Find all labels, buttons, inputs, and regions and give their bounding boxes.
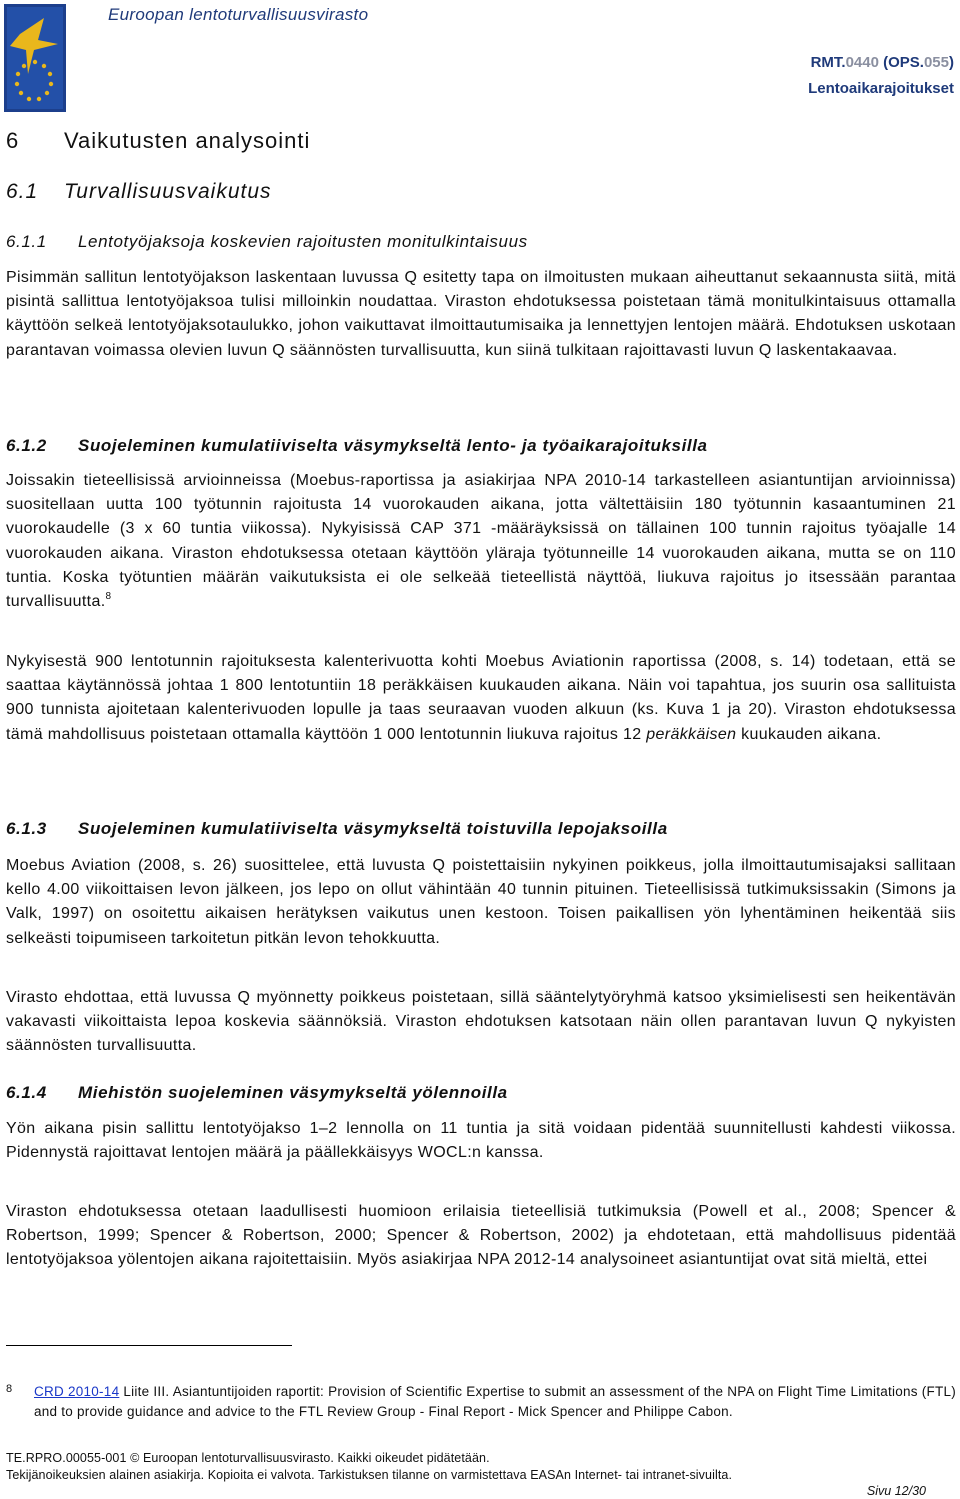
paragraph-6-1-4-a: Yön aikana pisin sallittu lentotyöjakso 1–2 lennolla on 11 tuntia ja sitä voidaan pidentää suunnitellusti kahdesti viikossa. Pidennystä rajoittavat lentojen määrä ja päällekkäisyys WOCL:n kanssa. <box>6 1120 956 1162</box>
easa-logo <box>4 4 66 112</box>
section-heading-6-1-2: 6.1.2 Suojeleminen kumulatiiviselta väsymykseltä lento- ja työaikarajoituksilla <box>6 436 708 455</box>
doc-subject: Lentoaikarajoitukset <box>808 80 954 97</box>
footnote-8: 8 CRD 2010-14 Liite III. Asiantuntijoiden raportit: Provision of Scientific Expertise to submit an assessment of the NPA on Flight Time Limitations (FTL) and to provide guidance and advice to the FTL Review Group - Final Report - Mick Spencer and Philippe Cabon. <box>6 1382 956 1421</box>
paragraph-6-1-3-a: Moebus Aviation (2008, s. 26) suosittelee, että luvusta Q poistettaisiin nykyinen poikkeus, jolla ilmoittautumisajaksi sallitaan kello 4.00 viikoittaisen levon jälkeen, jos lepo on ollut vähintään 40 tunnin pituinen. Tieteellisissä tutkimuksissakin (Simons ja Valk, 1997) on osoitettu aikaisen herätyksen vaikutus unen kestoon. Toisen paikallisen yön lyhentäminen heikentää siis selkeästi toipumiseen tarkoitetun pitkän levon tehokkuutta. <box>6 857 956 947</box>
document-control-line: Tekijänoikeuksien alainen asiakirja. Kopioita ei valvota. Tarkistuksen tilanne on varmistettava EASAn Internet- tai intranet-sivuilta. <box>6 1468 733 1482</box>
document-reference <box>808 50 954 102</box>
paragraph-6-1-4-b: Viraston ehdotuksessa otetaan laadullisesti huomioon erilaisia tieteellisiä tutkimuksia (Powell et al., 2008; Spencer & Robertson, 1999; Spencer & Robertson, 2000; Spencer & Robertson, 2002) ja ehdotetaan, että mahdollisuus pidentää lentotyöjaksoa yölentojen aikana rajoitettaisiin. Myös asiakirjaa NPA 2012-14 analysoineet asiantuntijat ovat sitä mieltä, ettei <box>6 1203 956 1269</box>
footnote-number: 8 <box>6 1383 13 1395</box>
section-heading-6-1: 6.1 Turvallisuusvaikutus <box>6 180 272 203</box>
paragraph-6-1-2-b: Nykyisestä 900 lentotunnin rajoituksesta kalenterivuotta kohti Moebus Aviationin raportissa (2008, s. 14) todetaan, että se saattaa käytännössä johtaa 1 800 lentotuntiin 18 peräkkäisen kuukauden aikana. Näin voi tapahtua, jos suurin osa sallituista 900 tunnista ajoitetaan kalenterivuoden lopulle ja taas seuraavan vuoden alkuun (ks. Kuva 1 ja 20). Viraston ehdotuksessa tämä mahdollisuus poistetaan ottamalla käyttöön 1 000 lentotunnin liukuva rajoitus 12 peräkkäisen kuukauden aikana. <box>6 653 956 743</box>
crd-link[interactable]: CRD 2010-14 <box>34 1384 120 1399</box>
paragraph-6-1-2-a: Joissakin tieteellisissä arvioinneissa (Moebus-raportissa ja asiakirjaa NPA 2010-14 tarkastelleen asiantuntijan arvioinnissa) suositellaan uutta 100 työtunnin rajoitusta 14 vuorokauden aikana, jotta vältettäisiin 180 työtunnin kasaantuminen 21 vuorokaudelle (3 x 60 tuntia viikossa). Nykyisissä CAP 371 -määräyksissä on tällainen 100 tunnin rajoitus työajalle 14 vuorokauden aikana. Viraston ehdotuksessa otetaan käyttöön yläraja työtunneille 14 vuorokauden aikana, mutta se on 110 tuntia. Koska työtuntien määrän vaikutuksista ei ole selkeää tieteellistä näyttöä, liukuva rajoitus jo itsessään parantaa turvallisuutta.$^8$ <box>6 472 956 611</box>
page-footer <box>6 1450 956 1484</box>
footnote-divider <box>6 1345 292 1346</box>
page-number: Sivu 12/30 <box>866 1484 926 1498</box>
paragraph-6-1-3-b: Virasto ehdottaa, että luvussa Q myönnetty poikkeus poistetaan, sillä sääntelytyöryhmä katsoo yksimielisesti sen heikentävän vakavasti viikoittaista lepoa koskevia säännöksiä. Viraston ehdotuksen katsotaan näin ollen parantavan luvun Q nykyisten säännösten turvallisuutta. <box>6 989 956 1055</box>
doc-ref-code: RMT.0440 (OPS.055) <box>810 54 954 71</box>
section-heading-6: 6 Vaikutusten analysointi <box>6 128 311 153</box>
section-heading-6-1-3: 6.1.3 Suojeleminen kumulatiiviselta väsymykseltä toistuvilla lepojaksoilla <box>6 819 668 838</box>
paragraph-6-1-1: Pisimmän sallitun lentotyöjakson laskentaan luvussa Q esitetty tapa on ilmoitusten mukaan aiheuttanut sekaannusta siitä, mitä pisintä sallittua lentotyöjaksoa tulisi milloinkin noudattaa. Viraston ehdotuksessa poistetaan tämä monitulkintaisuus ottamalla käyttöön selkeä lentotyöjaksotaulukko, johon vaikuttavat ilmoittautumisaika ja lennettyjen lentojen määrä. Ehdotuksen uskotaan parantavan voimassa olevien luvun Q säännösten turvallisuutta, kun siinä tulkitaan rajoittavasti luvun Q laskentakaavaa. <box>6 269 956 359</box>
agency-name: Euroopan lentoturvallisuusvirasto <box>108 5 369 24</box>
section-heading-6-1-4: 6.1.4 Miehistön suojeleminen väsymykseltä yölennoilla <box>6 1083 508 1102</box>
copyright-line: TE.RPRO.00055-001 © Euroopan lentoturvallisuusvirasto. Kaikki oikeudet pidätetään. <box>6 1451 490 1465</box>
section-heading-6-1-1: 6.1.1 Lentotyöjaksoja koskevien rajoitusten monitulkintaisuus <box>6 232 528 251</box>
footnote-ref[interactable]: 8 <box>105 590 112 602</box>
